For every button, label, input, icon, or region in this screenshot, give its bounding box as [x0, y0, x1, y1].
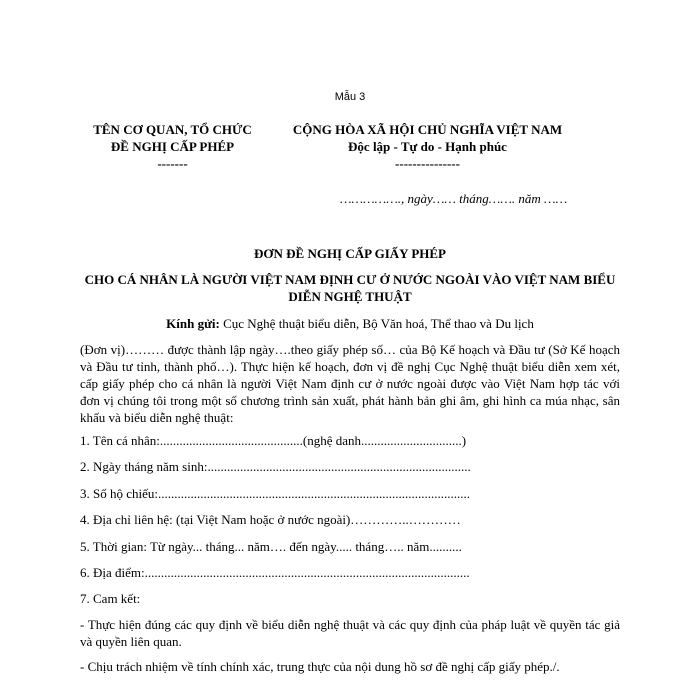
organization-header — [60, 121, 285, 172]
nation-title: CỘNG HÒA XÃ HỘI CHỦ NGHĨA VIỆT NAM — [292, 122, 563, 137]
form-number: Mẫu 3 — [334, 91, 366, 103]
commitment-2: - Chịu trách nhiệm về tính chính xác, trung thực của nội dung hồ sơ đề nghị cấp giấy phép./. — [80, 659, 560, 674]
item-contact-address: 4. Địa chỉ liên hệ: (tại Việt Nam hoặc ở nước ngoài)…………..………… — [80, 512, 461, 527]
date-line: ……………., ngày…… tháng……. năm …… — [340, 191, 568, 206]
intro-paragraph: (Đơn vị)……… được thành lập ngày….theo giấy phép số… của Bộ Kế hoạch và Đầu tư (Sở Kế hoạch và Đầu tư tỉnh, thành phố…). Thực hiện kế hoạch, đơn vị đề nghị Cục Nghệ thuật biểu diễn xem xét, cấp giấy phép cho cá nhân là người Việt Nam định cư ở nước ngoài được vào Việt Nam hợp tác với đơn vị chúng tôi trong một số chương trình sản xuất, phát hành bản ghi âm, ghi hình ca múa nhạc, sân khấu và biểu diễn nghệ thuật: — [80, 342, 620, 425]
item-applicant-name: 1. Tên cá nhân:............................................(nghệ danh...............................) — [80, 433, 467, 448]
recipient-label: Kính gửi: — [166, 316, 220, 331]
nation-motto: Độc lập - Tự do - Hạnh phúc — [348, 139, 507, 154]
national-header — [270, 121, 585, 172]
nation-rule: --------------- — [395, 156, 460, 171]
item-time-period: 5. Thời gian: Từ ngày... tháng... năm…. đến ngày..... tháng….. năm.......... — [80, 539, 462, 554]
recipient-value: Cục Nghệ thuật biểu diễn, Bộ Văn hoá, Thể thao và Du lịch — [219, 316, 534, 331]
document-title: ĐƠN ĐỀ NGHỊ CẤP GIẤY PHÉP — [254, 246, 446, 261]
commitment-1: - Thực hiện đúng các quy định về biểu diễn nghệ thuật và các quy định của pháp luật về quyền tác giả và quyền liên quan. — [80, 617, 620, 649]
org-request-line: ĐỀ NGHỊ CẤP PHÉP — [110, 139, 235, 154]
org-rule: ------- — [157, 156, 188, 171]
recipient-line — [0, 316, 700, 332]
org-name-line: TÊN CƠ QUAN, TỔ CHỨC — [93, 122, 252, 137]
document-subtitle: CHO CÁ NHÂN LÀ NGƯỜI VIỆT NAM ĐỊNH CƯ Ở NƯỚC NGOÀI VÀO VIỆT NAM BIỂU DIỄN NGHỆ THUẬT — [84, 272, 616, 304]
item-commitment-heading: 7. Cam kết: — [80, 591, 141, 606]
item-location: 6. Địa điểm:.................................................................................................... — [80, 565, 470, 580]
item-passport-number: 3. Số hộ chiếu:................................................................................................ — [80, 486, 470, 501]
item-date-of-birth: 2. Ngày tháng năm sinh:................................................................................. — [80, 459, 471, 474]
